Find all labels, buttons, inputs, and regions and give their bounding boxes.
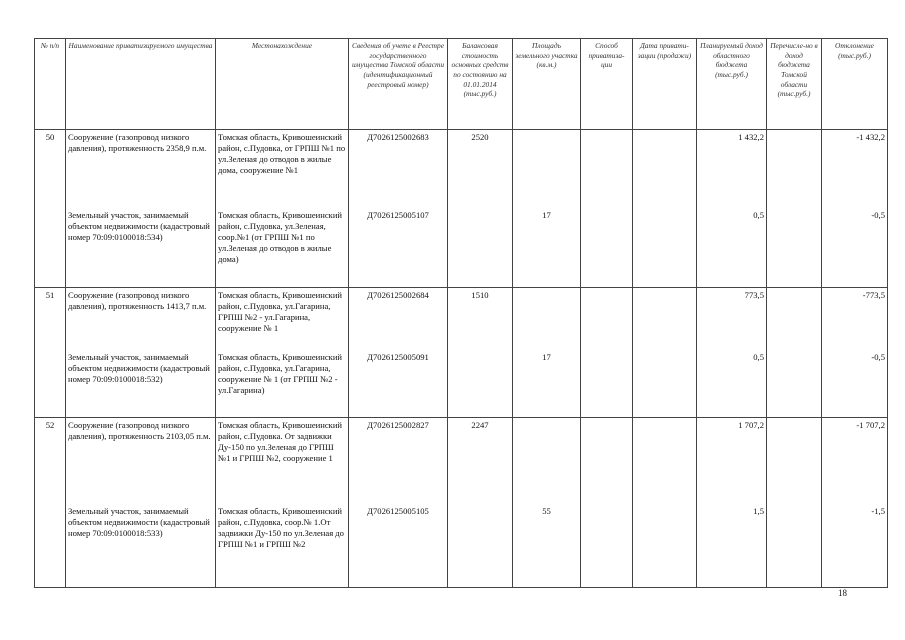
row-planned-income: 1 707,2 — [697, 418, 767, 504]
row-planned-income: 773,5 — [697, 288, 767, 350]
row-balance: 2520 — [448, 130, 513, 208]
row-area: 17 — [513, 350, 581, 418]
row-planned-income: 1 432,2 — [697, 130, 767, 208]
header-row — [35, 39, 888, 130]
header-name: Наименование приватизируемого имущества — [66, 39, 216, 130]
row-date — [633, 504, 697, 588]
row-registry: Д7026125005107 — [349, 208, 448, 288]
table-row — [35, 350, 888, 418]
row-num: 51 — [35, 288, 66, 350]
row-balance — [448, 350, 513, 418]
row-registry: Д7026125005105 — [349, 504, 448, 588]
row-date — [633, 288, 697, 350]
row-paid — [767, 350, 822, 418]
row-num — [35, 504, 66, 588]
table-row — [35, 208, 888, 288]
row-num: 52 — [35, 418, 66, 504]
row-name: Земельный участок, занимаемый объектом недвижимости (кадастровый номер 70:09:0100018:534) — [66, 208, 216, 288]
row-planned-income: 1,5 — [697, 504, 767, 588]
row-date — [633, 350, 697, 418]
row-paid — [767, 504, 822, 588]
row-paid — [767, 208, 822, 288]
header-method: Способ приватиза-ции — [581, 39, 633, 130]
table-row — [35, 418, 888, 504]
table-row — [35, 504, 888, 588]
row-method — [581, 288, 633, 350]
row-name: Земельный участок, занимаемый объектом недвижимости (кадастровый номер 70:09:0100018:532) — [66, 350, 216, 418]
row-balance: 1510 — [448, 288, 513, 350]
header-date: Дата привати-зации (продажи) — [633, 39, 697, 130]
row-deviation: -1 707,2 — [822, 418, 888, 504]
row-area: 17 — [513, 208, 581, 288]
header-paid: Перечисле-но в доход бюджета Томской области (тыс.руб.) — [767, 39, 822, 130]
row-method — [581, 418, 633, 504]
row-num — [35, 208, 66, 288]
row-registry: Д7026125005091 — [349, 350, 448, 418]
row-location: Томская область, Кривошеинский район, с.Пудовка, от ГРПШ №1 по ул.Зеленая до отводов в жилые дома, сооружение №1 — [216, 130, 349, 208]
row-planned-income: 0,5 — [697, 208, 767, 288]
row-location: Томская область, Кривошеинский район, с.Пудовка, ул.Зеленая, соор.№1 (от ГРПШ №1 по ул.Зеленая до отводов в жилые дома) — [216, 208, 349, 288]
row-name: Сооружение (газопровод низкого давления), протяженность 1413,7 п.м. — [66, 288, 216, 350]
row-location: Томская область, Кривошеинский район, с.Пудовка, соор.№ 1.От задвижки Ду-150 по ул.Зеленая до ГРПШ №1 и ГРПШ №2 — [216, 504, 349, 588]
row-date — [633, 130, 697, 208]
row-paid — [767, 418, 822, 504]
row-deviation: -0,5 — [822, 350, 888, 418]
row-paid — [767, 130, 822, 208]
header-balance: Балансовая стоимость основных средств по состоянию на 01.01.2014 (тыс.руб.) — [448, 39, 513, 130]
table-row — [35, 288, 888, 350]
row-balance: 2247 — [448, 418, 513, 504]
row-name: Сооружение (газопровод низкого давления), протяженность 2103,05 п.м. — [66, 418, 216, 504]
row-balance — [448, 504, 513, 588]
row-deviation: -0,5 — [822, 208, 888, 288]
privatization-table — [34, 38, 888, 588]
row-location: Томская область, Кривошеинский район, с.Пудовка, ул.Гагарина, сооружение № 1 (от ГРПШ №2 - ул.Гагарина) — [216, 350, 349, 418]
row-name: Земельный участок, занимаемый объектом недвижимости (кадастровый номер 70:09:0100018:533) — [66, 504, 216, 588]
row-deviation: -773,5 — [822, 288, 888, 350]
row-registry: Д7026125002683 — [349, 130, 448, 208]
row-deviation: -1,5 — [822, 504, 888, 588]
row-deviation: -1 432,2 — [822, 130, 888, 208]
row-area — [513, 130, 581, 208]
row-area — [513, 418, 581, 504]
row-method — [581, 208, 633, 288]
row-area: 55 — [513, 504, 581, 588]
row-location: Томская область, Кривошеинский район, с.Пудовка. От задвижки Ду-150 по ул.Зеленая до ГРПШ №1 и ГРПШ №2, сооружение 1 — [216, 418, 349, 504]
header-num: № п/п — [35, 39, 66, 130]
header-deviation: Отклонение (тыс.руб.) — [822, 39, 888, 130]
row-method — [581, 350, 633, 418]
row-date — [633, 418, 697, 504]
header-planned-income: Планируемый доход областного бюджета (тыс.руб.) — [697, 39, 767, 130]
table-row — [35, 130, 888, 208]
header-registry: Сведения об учете в Реестре государственного имущества Томской области (идентификационный реестровый номер) — [349, 39, 448, 130]
row-area — [513, 288, 581, 350]
row-num — [35, 350, 66, 418]
header-area: Площадь земельного участка (кв.м.) — [513, 39, 581, 130]
row-method — [581, 130, 633, 208]
page-number: 18 — [838, 588, 847, 598]
row-date — [633, 208, 697, 288]
row-paid — [767, 288, 822, 350]
row-balance — [448, 208, 513, 288]
header-location: Местонахождение — [216, 39, 349, 130]
row-num: 50 — [35, 130, 66, 208]
row-registry: Д7026125002827 — [349, 418, 448, 504]
row-registry: Д7026125002684 — [349, 288, 448, 350]
row-name: Сооружение (газопровод низкого давления), протяженность 2358,9 п.м. — [66, 130, 216, 208]
row-planned-income: 0,5 — [697, 350, 767, 418]
row-location: Томская область, Кривошеинский район, с.Пудовка, ул.Гагарина, ГРПШ №2 - ул.Гагарина, сооружение № 1 — [216, 288, 349, 350]
row-method — [581, 504, 633, 588]
